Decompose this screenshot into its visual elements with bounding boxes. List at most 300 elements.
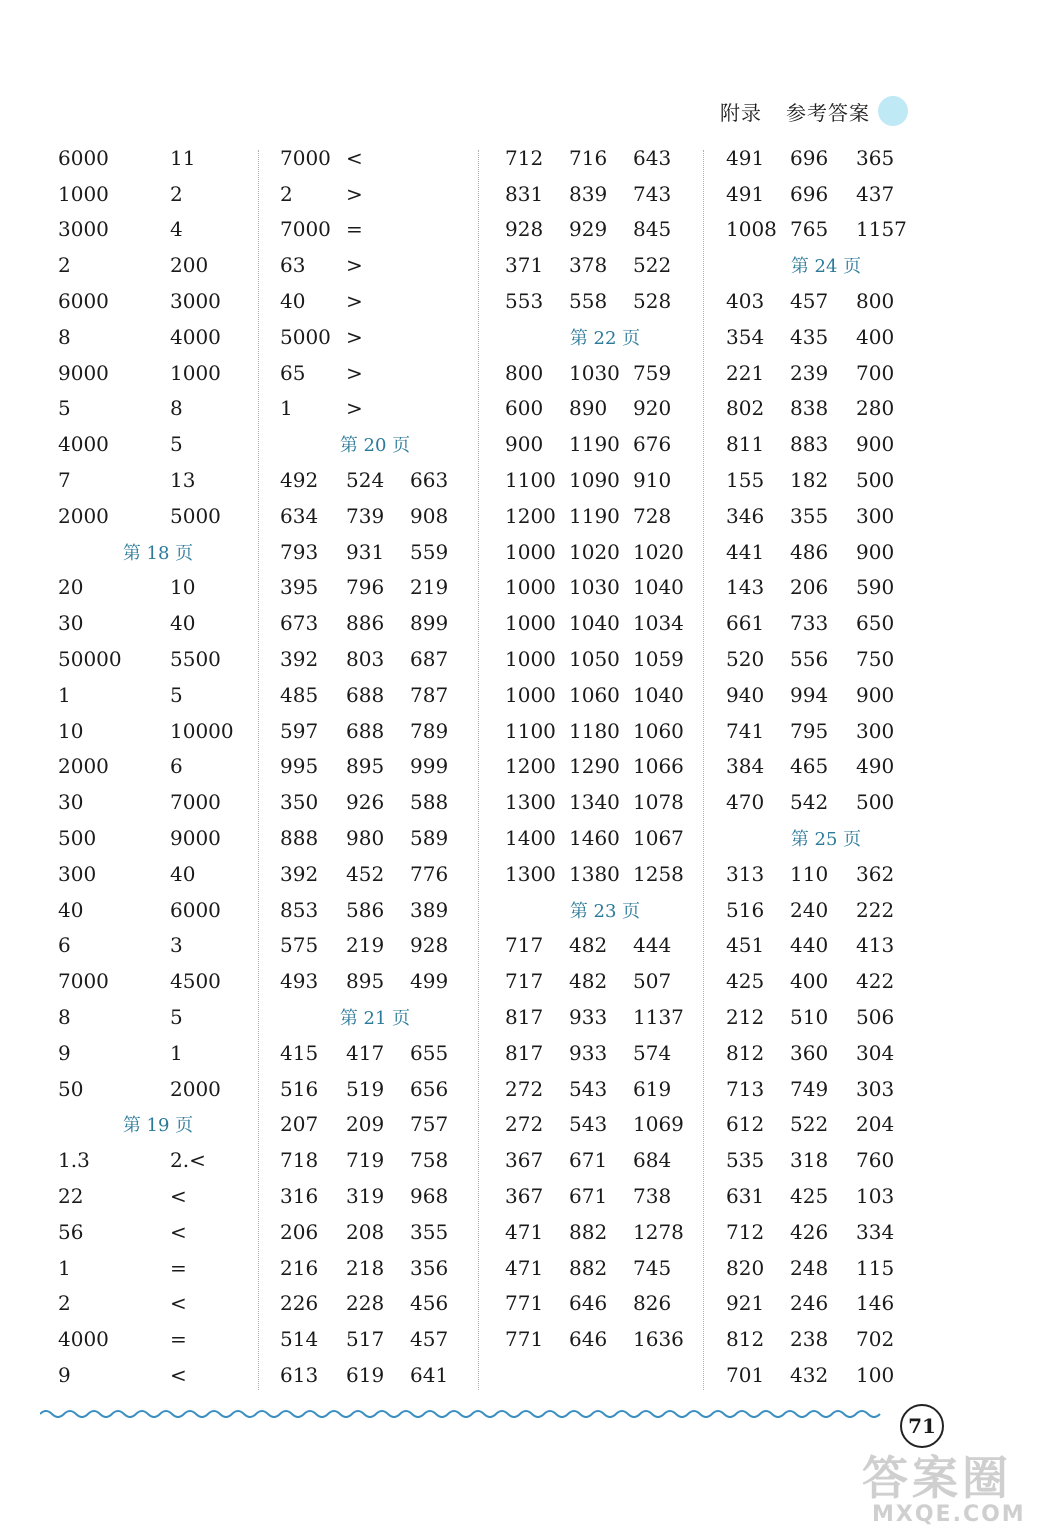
answer-row	[280, 1071, 470, 1107]
answer-row	[726, 641, 926, 677]
answer-value: 900	[505, 432, 544, 457]
answer-value: 712	[505, 145, 544, 170]
answer-row	[58, 1357, 258, 1393]
answer-value: 771	[505, 1327, 544, 1352]
answer-value: 535	[726, 1148, 765, 1173]
answer-value: 432	[790, 1362, 829, 1387]
answer-column-1	[58, 140, 258, 1393]
answer-value: 204	[856, 1112, 895, 1137]
answer-value: 456	[410, 1291, 449, 1316]
answer-value: 688	[346, 718, 385, 743]
answer-value: 238	[790, 1327, 829, 1352]
answer-value: 9000	[170, 826, 221, 851]
answer-row	[58, 319, 258, 355]
answer-value: 413	[856, 933, 895, 958]
answer-value: 890	[569, 396, 608, 421]
section-heading: 第 20 页	[339, 435, 411, 457]
answer-row	[58, 820, 258, 856]
answer-value: 524	[346, 468, 385, 493]
answer-value: 589	[410, 826, 449, 851]
answer-value: 619	[346, 1362, 385, 1387]
answer-value: 716	[569, 145, 608, 170]
answer-value: 793	[280, 539, 319, 564]
answer-value: 812	[726, 1327, 765, 1352]
answer-row	[505, 605, 705, 641]
answer-value: 900	[856, 682, 895, 707]
answer-value: 719	[346, 1148, 385, 1173]
answer-row	[505, 283, 705, 319]
answer-value: =	[170, 1255, 187, 1280]
answer-value: 1	[280, 396, 293, 421]
answer-value: 845	[633, 217, 672, 242]
answer-value: 522	[633, 253, 672, 278]
column-divider	[703, 150, 704, 1390]
answer-value: 5000	[170, 503, 221, 528]
answer-value: 663	[410, 468, 449, 493]
answer-value: 619	[633, 1076, 672, 1101]
answer-value: 826	[633, 1291, 672, 1316]
answer-row	[58, 1142, 258, 1178]
answer-value: 718	[280, 1148, 319, 1173]
answer-value: 425	[726, 969, 765, 994]
answer-row	[58, 570, 258, 606]
answer-value: 486	[790, 539, 829, 564]
answer-value: 634	[280, 503, 319, 528]
answer-row	[58, 892, 258, 928]
answer-value: 882	[569, 1255, 608, 1280]
answer-row	[58, 140, 258, 176]
answer-value: 757	[410, 1112, 449, 1137]
answer-value: 3000	[58, 217, 109, 242]
answer-row	[280, 1357, 470, 1393]
answer-value: 908	[410, 503, 449, 528]
answer-value: 1034	[633, 611, 684, 636]
answer-row	[280, 1107, 470, 1143]
answer-value: 182	[790, 468, 829, 493]
answer-value: 787	[410, 682, 449, 707]
answer-row	[58, 498, 258, 534]
answer-row	[505, 677, 705, 713]
answer-value: 1200	[505, 503, 556, 528]
answer-row	[58, 641, 258, 677]
answer-value: 661	[726, 611, 765, 636]
answer-value: 968	[410, 1184, 449, 1208]
answer-value: 4	[170, 217, 183, 242]
answer-value: 7000	[170, 790, 221, 815]
answer-row	[726, 1142, 926, 1178]
answer-value: 30	[58, 790, 84, 815]
answer-value: 712	[726, 1219, 765, 1244]
answer-value: 687	[410, 647, 449, 672]
answer-row	[505, 534, 705, 570]
answer-value: 586	[346, 897, 385, 922]
answer-value: 8	[58, 324, 71, 349]
answer-value: 222	[856, 897, 895, 922]
answer-row	[505, 1178, 705, 1214]
answer-value: 1040	[569, 611, 620, 636]
answer-value: 143	[726, 575, 765, 600]
answer-value: 838	[790, 396, 829, 421]
section-heading: 第 22 页	[569, 327, 641, 349]
answer-value: 980	[346, 826, 385, 851]
answer-value: 994	[790, 682, 829, 707]
answer-value: 482	[569, 933, 608, 958]
answer-value: 209	[346, 1112, 385, 1137]
answer-value: 1078	[633, 790, 684, 815]
wave-divider	[40, 1402, 890, 1426]
answer-value: 817	[505, 1040, 544, 1065]
answer-value: 471	[505, 1219, 544, 1244]
answer-row	[280, 749, 470, 785]
answer-value: 493	[280, 969, 319, 994]
answer-row	[58, 1071, 258, 1107]
answer-value: 643	[633, 145, 672, 170]
answer-value: 702	[856, 1327, 895, 1352]
answer-row	[58, 462, 258, 498]
answer-value: 1.3	[58, 1148, 90, 1173]
answer-value: 542	[790, 790, 829, 815]
answer-value: 600	[505, 396, 544, 421]
answer-row	[280, 176, 470, 212]
answer-value: 491	[726, 181, 765, 206]
answer-row	[726, 713, 926, 749]
answer-value: 22	[58, 1184, 84, 1208]
answer-value: 800	[505, 360, 544, 385]
answer-value: 1000	[170, 360, 221, 385]
answer-value: 422	[856, 969, 895, 994]
answer-value: 671	[569, 1148, 608, 1173]
answer-row	[726, 176, 926, 212]
answer-value: 10	[58, 718, 84, 743]
page-number: 71	[900, 1404, 944, 1448]
answer-value: 246	[790, 1291, 829, 1316]
answer-value: 2	[58, 253, 71, 278]
answer-value: 1100	[505, 718, 556, 743]
answer-row	[726, 570, 926, 606]
answer-value: 811	[726, 432, 765, 457]
answer-value: 1380	[569, 861, 620, 886]
answer-value: 641	[410, 1362, 449, 1387]
answer-value: 334	[856, 1219, 895, 1244]
answer-value: 921	[726, 1291, 765, 1316]
answer-row	[726, 534, 926, 570]
answer-row	[280, 713, 470, 749]
answer-value: 63	[280, 253, 306, 278]
answer-value: 499	[410, 969, 449, 994]
answer-row	[726, 391, 926, 427]
answer-value: 4000	[58, 432, 109, 457]
answer-value: 676	[633, 432, 672, 457]
answer-value: 392	[280, 647, 319, 672]
answer-row	[280, 212, 470, 248]
answer-value: 350	[280, 790, 319, 815]
answer-value: 426	[790, 1219, 829, 1244]
section-heading: 第 23 页	[569, 900, 641, 922]
answer-value: 6000	[58, 289, 109, 314]
answer-row	[505, 1321, 705, 1357]
answer-row	[726, 856, 926, 892]
answer-value: 776	[410, 861, 449, 886]
answer-row	[58, 856, 258, 892]
answer-row	[280, 498, 470, 534]
answer-value: 395	[280, 575, 319, 600]
answer-row	[280, 677, 470, 713]
answer-value: 304	[856, 1040, 895, 1065]
answer-value: 360	[790, 1040, 829, 1065]
answer-value: 11	[170, 145, 196, 170]
answer-value: 40	[58, 897, 84, 922]
answer-value: 1100	[505, 468, 556, 493]
answer-row	[505, 1214, 705, 1250]
answer-value: 362	[856, 861, 895, 886]
answer-value: 65	[280, 360, 306, 385]
answer-value: 5	[170, 1005, 183, 1030]
answer-value: 1040	[633, 575, 684, 600]
answer-value: 367	[505, 1148, 544, 1173]
answer-value: 400	[856, 324, 895, 349]
answer-row	[58, 784, 258, 820]
answer-value: 155	[726, 468, 765, 493]
answer-row	[280, 140, 470, 176]
answer-row	[280, 355, 470, 391]
answer-value: 1	[58, 1255, 71, 1280]
answer-row	[505, 749, 705, 785]
answer-value: 802	[726, 396, 765, 421]
answer-value: 346	[726, 503, 765, 528]
answer-value: 717	[505, 969, 544, 994]
answer-value: 492	[280, 468, 319, 493]
answer-row	[280, 1286, 470, 1322]
answer-value: 40	[170, 611, 196, 636]
answer-value: 441	[726, 539, 765, 564]
answer-row	[505, 1071, 705, 1107]
answer-value: 1030	[569, 360, 620, 385]
answer-value: 728	[633, 503, 672, 528]
answer-value: 9	[58, 1362, 71, 1387]
answer-row	[726, 605, 926, 641]
answer-value: 3000	[170, 289, 221, 314]
answer-value: 356	[410, 1255, 449, 1280]
answer-value: 516	[726, 897, 765, 922]
answer-value: 50000	[58, 647, 122, 672]
answer-value: <	[170, 1184, 187, 1208]
answer-value: <	[170, 1219, 187, 1244]
answer-row	[505, 1035, 705, 1071]
answer-row	[726, 1107, 926, 1143]
answer-value: 803	[346, 647, 385, 672]
answer-row	[280, 247, 470, 283]
answer-value: 1300	[505, 790, 556, 815]
answer-value: 280	[856, 396, 895, 421]
answer-value: 1190	[569, 432, 620, 457]
answer-value: 1060	[633, 718, 684, 743]
answer-value: 228	[346, 1291, 385, 1316]
header-appendix: 附录	[720, 100, 762, 125]
answer-value: 929	[569, 217, 608, 242]
answer-value: 1	[170, 1040, 183, 1065]
answer-value: 221	[726, 360, 765, 385]
answer-value: 1290	[569, 754, 620, 779]
answer-value: 403	[726, 289, 765, 314]
answer-row	[726, 1286, 926, 1322]
answer-value: 207	[280, 1112, 319, 1137]
section-heading: 第 21 页	[339, 1008, 411, 1030]
answer-value: <	[170, 1362, 187, 1387]
answer-row	[280, 641, 470, 677]
answer-value: 928	[410, 933, 449, 958]
answer-value: 206	[280, 1219, 319, 1244]
answer-row	[726, 1035, 926, 1071]
answer-value: 485	[280, 682, 319, 707]
header-answers: 参考答案	[786, 100, 870, 125]
answer-row	[505, 212, 705, 248]
answer-value: 559	[410, 539, 449, 564]
answer-value: 1040	[633, 682, 684, 707]
answer-value: 239	[790, 360, 829, 385]
answer-value: 1400	[505, 826, 556, 851]
answer-row	[505, 1286, 705, 1322]
answer-value: 1000	[505, 575, 556, 600]
answer-value: 470	[726, 790, 765, 815]
watermark-text: 答案圈	[862, 1451, 1012, 1505]
answer-value: 696	[790, 181, 829, 206]
answer-value: 303	[856, 1076, 895, 1101]
answer-value: 1000	[505, 682, 556, 707]
page-header	[720, 96, 908, 126]
answer-value: 378	[569, 253, 608, 278]
answer-value: 931	[346, 539, 385, 564]
answer-value: 684	[633, 1148, 672, 1173]
answer-value: 248	[790, 1255, 829, 1280]
answer-value: 796	[346, 575, 385, 600]
answer-value: 8	[170, 396, 183, 421]
answer-value: 771	[505, 1291, 544, 1316]
answer-value: 1258	[633, 861, 684, 886]
answer-row	[726, 462, 926, 498]
answer-value: 1636	[633, 1327, 684, 1352]
answer-value: 415	[280, 1040, 319, 1065]
answer-value: 1008	[726, 217, 777, 242]
answer-value: 1030	[569, 575, 620, 600]
answer-value: 371	[505, 253, 544, 278]
answer-value: 313	[726, 861, 765, 886]
answer-value: 5500	[170, 647, 221, 672]
answer-value: 490	[856, 754, 895, 779]
answer-value: 1460	[569, 826, 620, 851]
answer-value: 655	[410, 1040, 449, 1065]
answer-value: 1180	[569, 718, 620, 743]
answer-row	[726, 1071, 926, 1107]
answer-value: 1000	[505, 539, 556, 564]
answer-value: 522	[790, 1112, 829, 1137]
header-decoration-dot	[878, 96, 908, 126]
answer-row	[280, 784, 470, 820]
answer-value: 646	[569, 1327, 608, 1352]
answer-value: 2	[280, 181, 293, 206]
answer-value: 216	[280, 1255, 319, 1280]
answer-value: 319	[346, 1184, 385, 1208]
answer-value: 1060	[569, 682, 620, 707]
answer-value: 933	[569, 1040, 608, 1065]
answer-value: 590	[856, 575, 895, 600]
answer-value: 355	[790, 503, 829, 528]
answer-row	[726, 212, 926, 248]
answer-row	[280, 462, 470, 498]
answer-value: 425	[790, 1184, 829, 1208]
answer-value: 7	[58, 468, 71, 493]
answer-row	[58, 749, 258, 785]
answer-value: 1190	[569, 503, 620, 528]
answer-value: 789	[410, 718, 449, 743]
answer-value: 1137	[633, 1005, 684, 1030]
answer-value: 1020	[633, 539, 684, 564]
answer-value: 146	[856, 1291, 895, 1316]
answer-value: 300	[856, 718, 895, 743]
answer-value: 355	[410, 1219, 449, 1244]
answer-row	[726, 140, 926, 176]
answer-value: 745	[633, 1255, 672, 1280]
answer-value: 110	[790, 861, 829, 886]
answer-value: 5000	[280, 324, 331, 349]
answer-row	[726, 677, 926, 713]
answer-value: 795	[790, 718, 829, 743]
answer-value: 701	[726, 1362, 765, 1387]
answer-value: 853	[280, 897, 319, 922]
answer-row	[505, 641, 705, 677]
answer-value: 2	[58, 1291, 71, 1316]
answer-value: 588	[410, 790, 449, 815]
answer-value: 208	[346, 1219, 385, 1244]
answer-value: 6000	[170, 897, 221, 922]
answer-value: 516	[280, 1076, 319, 1101]
answer-value: 437	[856, 181, 895, 206]
answer-value: 218	[346, 1255, 385, 1280]
answer-row	[726, 1321, 926, 1357]
answer-value: 1300	[505, 861, 556, 886]
answer-value: 40	[170, 861, 196, 886]
answer-value: 444	[633, 933, 672, 958]
answer-value: 30	[58, 611, 84, 636]
answer-value: 800	[856, 289, 895, 314]
answer-value: 367	[505, 1184, 544, 1208]
answer-row	[505, 963, 705, 999]
answer-value: >	[346, 396, 363, 421]
answer-value: 926	[346, 790, 385, 815]
answer-row	[726, 749, 926, 785]
answer-value: >	[346, 181, 363, 206]
answer-value: 812	[726, 1040, 765, 1065]
answer-value: 520	[726, 647, 765, 672]
answer-value: 553	[505, 289, 544, 314]
answer-value: 219	[346, 933, 385, 958]
answer-value: 817	[505, 1005, 544, 1030]
answer-value: 435	[790, 324, 829, 349]
answer-value: 886	[346, 611, 385, 636]
answer-value: <	[346, 145, 363, 170]
answer-row	[726, 963, 926, 999]
answer-row	[58, 212, 258, 248]
answer-value: 895	[346, 754, 385, 779]
answer-value: 1200	[505, 754, 556, 779]
answer-value: 999	[410, 754, 449, 779]
answer-value: 1000	[505, 647, 556, 672]
answer-row	[280, 928, 470, 964]
answer-value: 688	[346, 682, 385, 707]
answer-value: 9	[58, 1040, 71, 1065]
answer-row	[726, 928, 926, 964]
answer-value: 759	[633, 360, 672, 385]
answer-row	[58, 391, 258, 427]
